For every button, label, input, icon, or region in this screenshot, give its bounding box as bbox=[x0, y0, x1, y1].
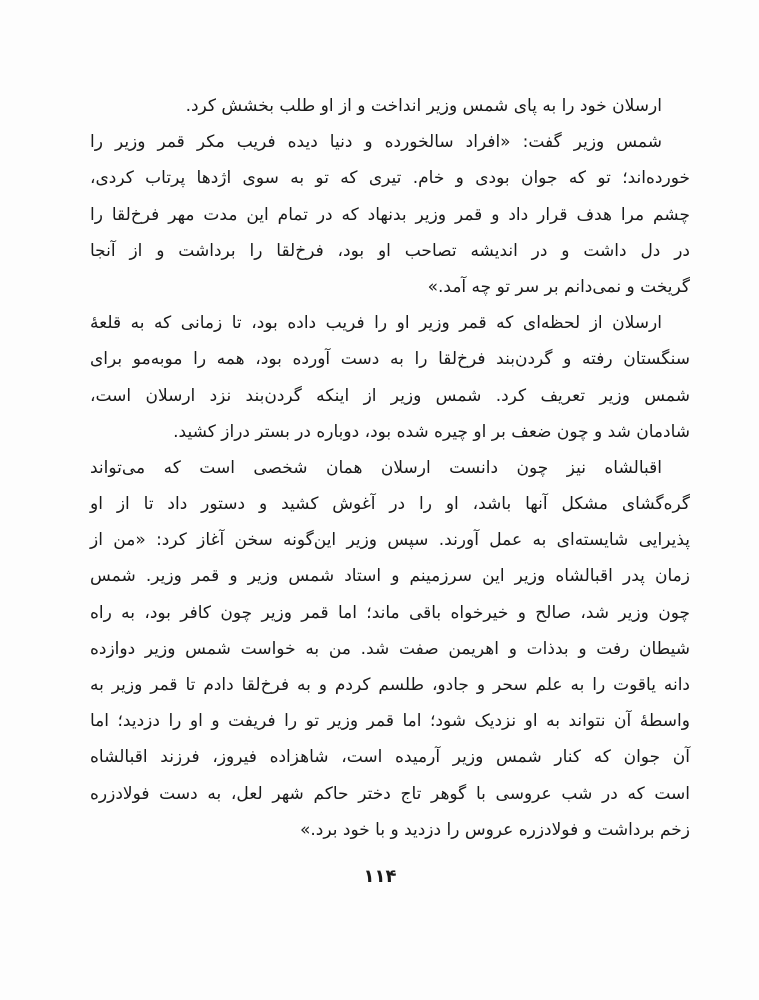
text-line: واسطهٔ آن نتواند به او نزدیک شود؛ اما قمر وزیر تو را فریفت و او را دزدید؛ اما bbox=[90, 711, 690, 732]
text-line: آن جوان که کنار شمس وزیر آرمیده است، شاهزاده فیروز، فرزند اقبالشاه bbox=[90, 747, 690, 768]
text-line: شادمان شد و چون ضعف بر او چیره شده بود، دوباره در بستر دراز کشید. bbox=[173, 421, 690, 442]
text-line: شمس وزیر گفت: «افراد سالخورده و دنیا دیده فریب مکر قمر وزیر را bbox=[90, 132, 662, 153]
text-line: زخم برداشت و فولادزره عروس را دزدید و با خود برد.» bbox=[299, 819, 690, 840]
text-line: شمس وزیر تعریف کرد. شمس وزیر از اینکه گردن‌بند نزد ارسلان است، bbox=[90, 385, 690, 406]
text-line: ارسلان از لحظه‌ای که قمر وزیر او را فریب داده بود، تا زمانی که به قلعهٔ bbox=[90, 313, 662, 334]
text-line: زمان پدر اقبالشاه وزیر این سرزمینم و استاد شمس وزیر و قمر وزیر. شمس bbox=[90, 566, 690, 587]
text-line: چشم مرا هدف قرار داد و قمر وزیر بدنهاد که در تمام این مدت مهر فرخ‌لقا را bbox=[90, 204, 690, 225]
text-line: گره‌گشای مشکل آنها باشد، او را در آغوش کشید و دستور داد تا از او bbox=[90, 494, 690, 515]
text-line: در دل داشت و در اندیشه تصاحب او بود، فرخ‌لقا را برداشت و از آنجا bbox=[90, 240, 690, 261]
page-number: ۱۱۴ bbox=[363, 866, 397, 887]
text-line: پذیرایی شایسته‌ای به عمل آورند. سپس وزیر این‌گونه سخن آغاز کرد: «من از bbox=[90, 530, 690, 551]
text-line: شیطان رفت و بدذات و اهریمن صفت شد. من به خواست شمس وزیر دوازده bbox=[90, 638, 690, 659]
text-line: خورده‌اند؛ تو که جوان بودی و خام. تیری که تو به سوی اژدها پرتاب کردی، bbox=[90, 168, 690, 189]
text-line: چون وزیر شد، صالح و خیرخواه باقی ماند؛ اما قمر وزیر چون کافر بود، به راه bbox=[90, 602, 690, 623]
text-line: اقبالشاه نیز چون دانست ارسلان همان شخصی است که می‌تواند bbox=[90, 457, 662, 478]
text-line: سنگستان رفته و گردن‌بند فرخ‌لقا را به دست آورده بود، همه را مو‌به‌مو برای bbox=[90, 349, 690, 370]
text-line: گریخت و نمی‌دانم بر سر تو چه آمد.» bbox=[427, 276, 690, 297]
text-line: ارسلان خود را به پای شمس وزیر انداخت و از او طلب بخشش کرد. bbox=[185, 96, 662, 116]
body-text bbox=[90, 88, 690, 848]
text-line: دانه یاقوت را به علم سحر و جادو، طلسم کردم و به فرخ‌لقا دادم تا قمر وزیر به bbox=[90, 675, 690, 695]
text-line: است که در شب عروسی با گوهر تاج دختر حاکم شهر لعل، به دست فولادزره bbox=[90, 783, 690, 804]
